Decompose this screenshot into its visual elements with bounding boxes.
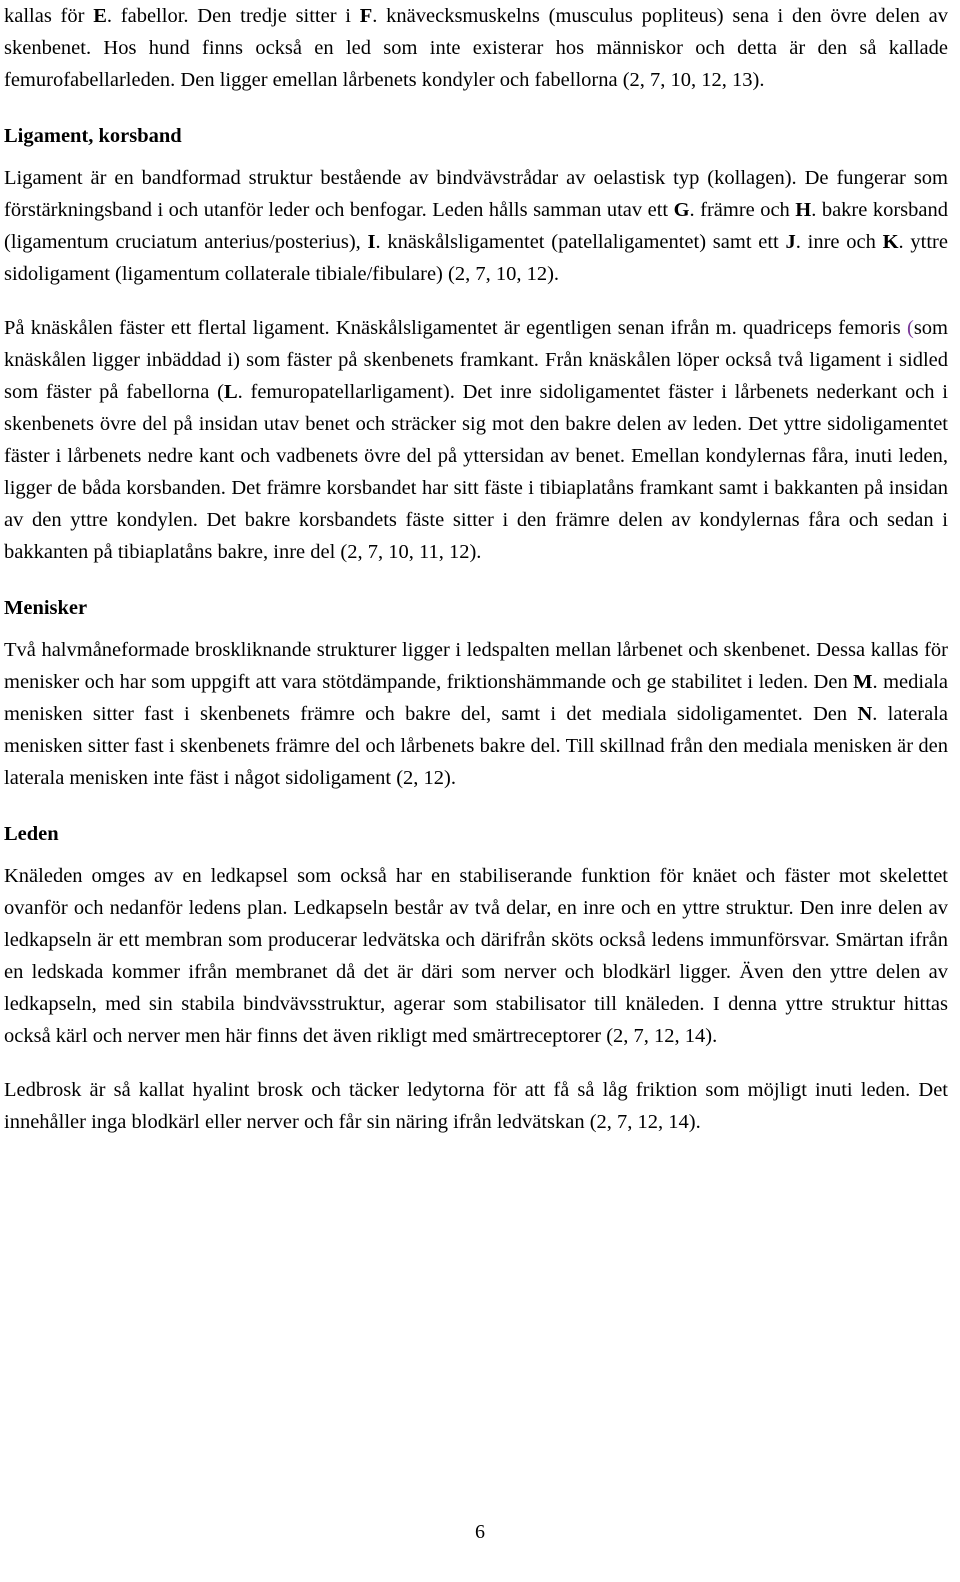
paragraph-ledbrosk: Ledbrosk är så kallat hyalint brosk och täcker ledytorna för att få så låg friktion som möjligt inuti leden. Det innehåller inga blodkärl eller nerver och får sin näring ifrån ledvätskan (2, 7, 12, 14). (4, 1079, 948, 1133)
heading-ligament-korsband: Ligament, korsband (4, 125, 182, 147)
label-letter-e: E (93, 5, 107, 27)
text-run: kallas för (4, 5, 94, 27)
text-run: Ligament är en bandformad struktur bestående av bindvävstrådar av oelastisk typ (kollagen). De fungerar som förstärkningsband i och utanför leder och benfogar. Leden hålls samman utav ett (4, 167, 948, 221)
label-letter-i: I (367, 231, 376, 253)
text-run: Två halvmåneformade broskliknande strukturer ligger i ledspalten mellan lårbenet och skenbenet. Dessa kallas för menisker och har som uppgift att vara stötdämpande, friktionshämmande och ge stabilitet i leden. Den (4, 639, 948, 693)
text-run: . yttre sidoligament (ligamentum collaterale tibiale/fibulare) (2, 7, 10, 12). (4, 231, 948, 285)
paragraph-fabellor (4, 0, 948, 96)
page-number: 6 (475, 1521, 485, 1543)
heading-leden: Leden (4, 823, 59, 845)
text-run: . främre och (689, 199, 796, 221)
label-letter-h: H (795, 199, 812, 221)
text-run: . mediala menisken sitter fast i skenbenets främre och bakre del, samt i det mediala sidoligamentet. Den (4, 671, 948, 725)
text-run: . fabellor. Den tredje sitter i (106, 5, 360, 27)
paragraph-ligament (4, 162, 948, 290)
label-letter-m: M (853, 671, 873, 693)
accent-parenthesis: ( (906, 317, 914, 339)
document-page (4, 0, 948, 1138)
text-run: . knävecksmuskelns (musculus popliteus) sena i den övre delen av skenbenet. Hos hund finns också en led som inte existerar hos människor och detta är den så kallade femurofabellarleden. Den ligger emellan lårbenets kondyler och fabellorna (2, 7, 10, 12, 13). (4, 5, 948, 91)
heading-menisker: Menisker (4, 597, 88, 619)
label-letter-n: N (857, 703, 873, 725)
paragraph-ledkapsel: Knäleden omges av en ledkapsel som också har en stabiliserande funktion för knäet och fäster mot skelettet ovanför och nedanför ledens plan. Ledkapseln består av två delar, en inre och en yttre struktur. Den inre delen av ledkapseln är ett membran som producerar ledvätska och därifrån sköts också ledens immunförsvar. Smärtan ifrån en ledskada kommer ifrån membranet då det är däri som nerver och blodkärl ligger. Även den yttre delen av ledkapseln, med sin stabila bindvävsstruktur, agerar som stabilisator till knäleden. I denna yttre struktur hittas också kärl och nerver men här finns det även rikligt med smärtreceptorer (2, 7, 12, 14). (4, 865, 948, 1047)
text-run: . bakre korsband (ligamentum cruciatum anterius/posterius), (4, 199, 948, 253)
label-letter-f: F (359, 5, 373, 27)
text-run: som knäskålen ligger inbäddad i) som fäster på skenbenets framkant. Från knäskålen löper också två ligament i sidled som fäster på fabellorna ( (4, 317, 948, 403)
paragraph-knaskalen (4, 312, 948, 568)
text-run: På knäskålen fäster ett flertal ligament. Knäskålsligamentet är egentligen senan ifrån m. quadriceps femoris (4, 317, 907, 339)
text-run: . femuropatellarligament). Det inre sidoligamentet fäster i lårbenets nederkant och i skenbenets övre del på insidan utav benet och sträcker sig mot den bakre delen av leden. Det yttre sidoligamentet fäster i lårbenets nedre kant och vadbenets övre del på yttersidan av benet. Emellan kondylernas fåra, inuti leden, ligger de båda korsbanden. Det främre korsbandet har sitt fäste i tibiaplatåns framkant samt i bakkanten på insidan av den yttre kondylen. Det bakre korsbandets fäste sitter i den främre delen av kondylernas fåra och sedan i bakkanten på tibiaplatåns bakre, inre del (2, 7, 10, 11, 12). (4, 381, 948, 563)
text-run: . knäskålsligamentet (patellaligamentet) samt ett (375, 231, 786, 253)
text-run: . inre och (795, 231, 883, 253)
label-letter-j: J (785, 231, 796, 253)
label-letter-k: K (882, 231, 899, 253)
label-letter-g: G (673, 199, 690, 221)
paragraph-menisker (4, 634, 948, 794)
text-run: . laterala menisken sitter fast i skenbenets främre del och lårbenets bakre del. Till skillnad från den mediala menisken är den laterala menisken inte fäst i något sidoligament (2, 12). (4, 703, 948, 789)
label-letter-l: L (223, 381, 238, 403)
